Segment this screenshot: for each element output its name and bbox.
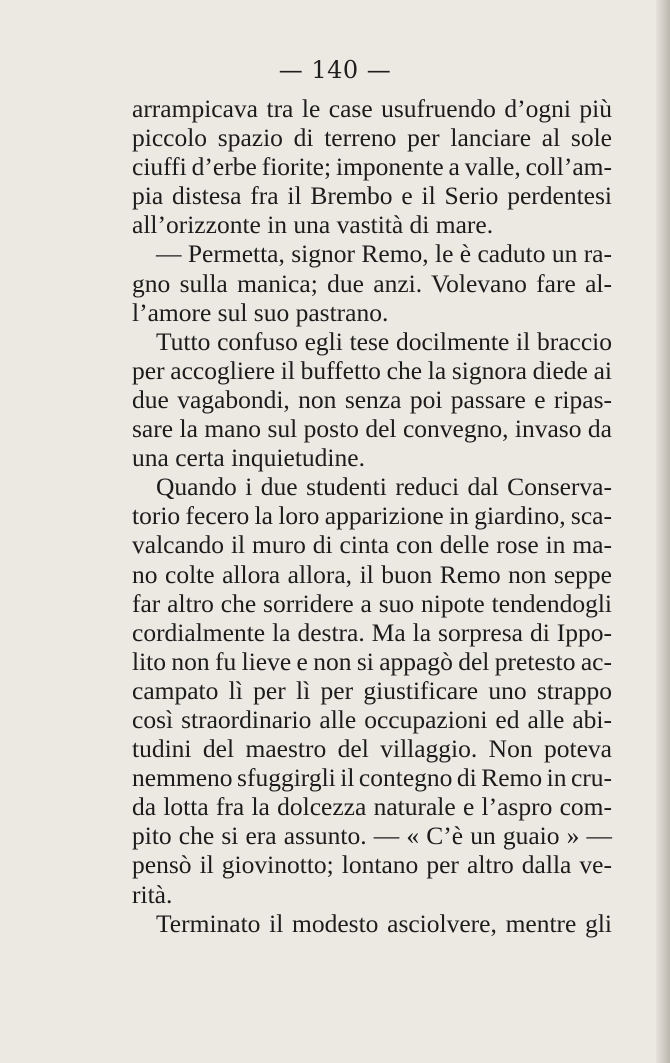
text-line: gno sulla manica; due anzi. Volevano fare al- [132, 268, 612, 298]
text-line: rità. [132, 879, 173, 909]
text-line: valcando il muro di cinta con delle rose in ma- [132, 530, 612, 560]
text-line: Terminato il modesto asciolvere, mentre gli [156, 908, 612, 938]
paragraph [132, 239, 612, 326]
paragraph [132, 472, 612, 908]
text-line: tudini del maestro del villaggio. Non poteva [132, 734, 612, 764]
text-line: torio fecero la loro apparizione in giardino, sca- [132, 501, 612, 531]
text-line: ciuffi d’erbe fiorite; imponente a valle, coll’am- [132, 152, 612, 182]
text-line: pito che si era assunto. — « C’è un guaio » — [132, 821, 612, 851]
body-text [132, 94, 612, 938]
text-line: due vagabondi, non senza poi passare e ripas- [132, 384, 612, 414]
text-line: così straordinario alle occupazioni ed alle abi- [132, 704, 612, 734]
text-line: pia distesa fra il Brembo e il Serio perdentesi [132, 181, 612, 211]
paragraph [132, 909, 612, 938]
text-line: campato lì per lì per giustificare uno strappo [132, 675, 612, 705]
text-line: piccolo spazio di terreno per lanciare al sole [132, 123, 612, 153]
page-number: — 140 — [278, 56, 392, 84]
text-line: pensò il giovinotto; lontano per altro dalla ve- [132, 850, 612, 880]
text-line: nemmeno sfuggirgli il contegno di Remo in cru- [132, 763, 612, 793]
text-line: arrampicava tra le case usufruendo d’ogni più [132, 94, 612, 123]
text-line: lito non fu lieve e non si appagò del pretesto ac- [132, 646, 612, 676]
text-line: cordialmente la destra. Ma la sorpresa di Ippo- [132, 617, 612, 647]
text-line: no colte allora allora, il buon Remo non seppe [132, 559, 612, 589]
text-line: — Permetta, signor Remo, le è caduto un ra- [156, 239, 612, 269]
text-line: Tutto confuso egli tese docilmente il braccio [156, 326, 612, 356]
text-line: sare la mano sul posto del convegno, invaso da [132, 414, 612, 444]
paragraph [132, 327, 612, 472]
text-line: da lotta fra la dolcezza naturale e l’aspro com- [132, 792, 612, 822]
paragraph [132, 94, 612, 239]
text-line: per accogliere il buffetto che la signora diede ai [132, 355, 612, 385]
text-line: Quando i due studenti reduci dal Conserva- [156, 472, 612, 502]
page-gutter-shadow [656, 0, 670, 1063]
text-line: l’amore sul suo pastrano. [132, 297, 389, 327]
text-line: una certa inquietudine. [132, 443, 365, 473]
text-line: far altro che sorridere a suo nipote tendendogli [132, 588, 612, 618]
text-line: all’orizzonte in una vastità di mare. [132, 210, 494, 240]
